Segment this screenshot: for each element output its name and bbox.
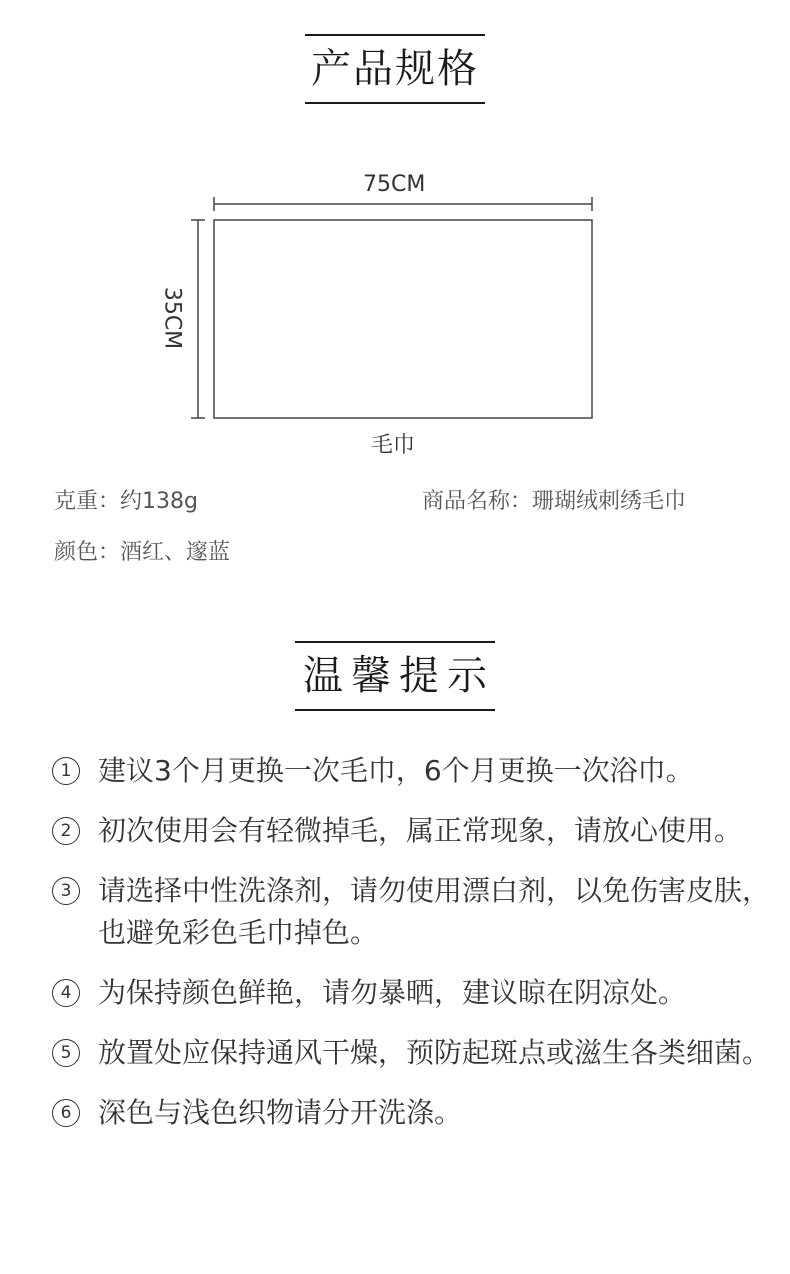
tip-number-badge: 6 bbox=[52, 1099, 80, 1127]
height-label: 35CM bbox=[159, 286, 185, 350]
tip-text: 请选择中性洗涤剂，请勿使用漂白剂，以免伤害皮肤，也避免彩色毛巾掉色。 bbox=[98, 874, 771, 949]
tips-title-text: 温馨提示 bbox=[295, 641, 495, 711]
color-info: 颜色：酒红、邃蓝 bbox=[54, 540, 231, 565]
towel-dimension-diagram bbox=[0, 0, 790, 470]
towel-rectangle bbox=[214, 220, 592, 418]
tip-text: 放置处应保持通风干燥，预防起斑点或滋生各类细菌。 bbox=[98, 1036, 771, 1069]
tip-text: 建议3个月更换一次毛巾，6个月更换一次浴巾。 bbox=[98, 754, 694, 787]
tip-item bbox=[52, 870, 772, 954]
tip-number-badge: 4 bbox=[52, 979, 80, 1007]
width-label: 75CM bbox=[363, 172, 426, 197]
tip-item bbox=[52, 972, 772, 1014]
tip-item bbox=[52, 810, 772, 852]
tip-text: 深色与浅色织物请分开洗涤。 bbox=[98, 1096, 463, 1129]
spec-title-text: 产品规格 bbox=[305, 34, 485, 104]
tip-number-badge: 5 bbox=[52, 1039, 80, 1067]
tip-number-badge: 1 bbox=[52, 757, 80, 785]
tip-text: 初次使用会有轻微掉毛，属正常现象，请放心使用。 bbox=[98, 814, 743, 847]
tip-number-badge: 2 bbox=[52, 817, 80, 845]
tip-text: 为保持颜色鲜艳，请勿暴晒，建议晾在阴凉处。 bbox=[98, 976, 687, 1009]
weight-info: 克重：约138g bbox=[54, 489, 198, 514]
tips-section-title bbox=[0, 641, 790, 711]
tip-item bbox=[52, 750, 772, 792]
tip-item bbox=[52, 1092, 772, 1134]
tip-item bbox=[52, 1032, 772, 1074]
towel-label: 毛巾 bbox=[371, 433, 416, 458]
product-name-info: 商品名称：珊瑚绒刺绣毛巾 bbox=[422, 489, 687, 514]
tips-list bbox=[52, 750, 772, 1152]
tip-number-badge: 3 bbox=[52, 877, 80, 905]
